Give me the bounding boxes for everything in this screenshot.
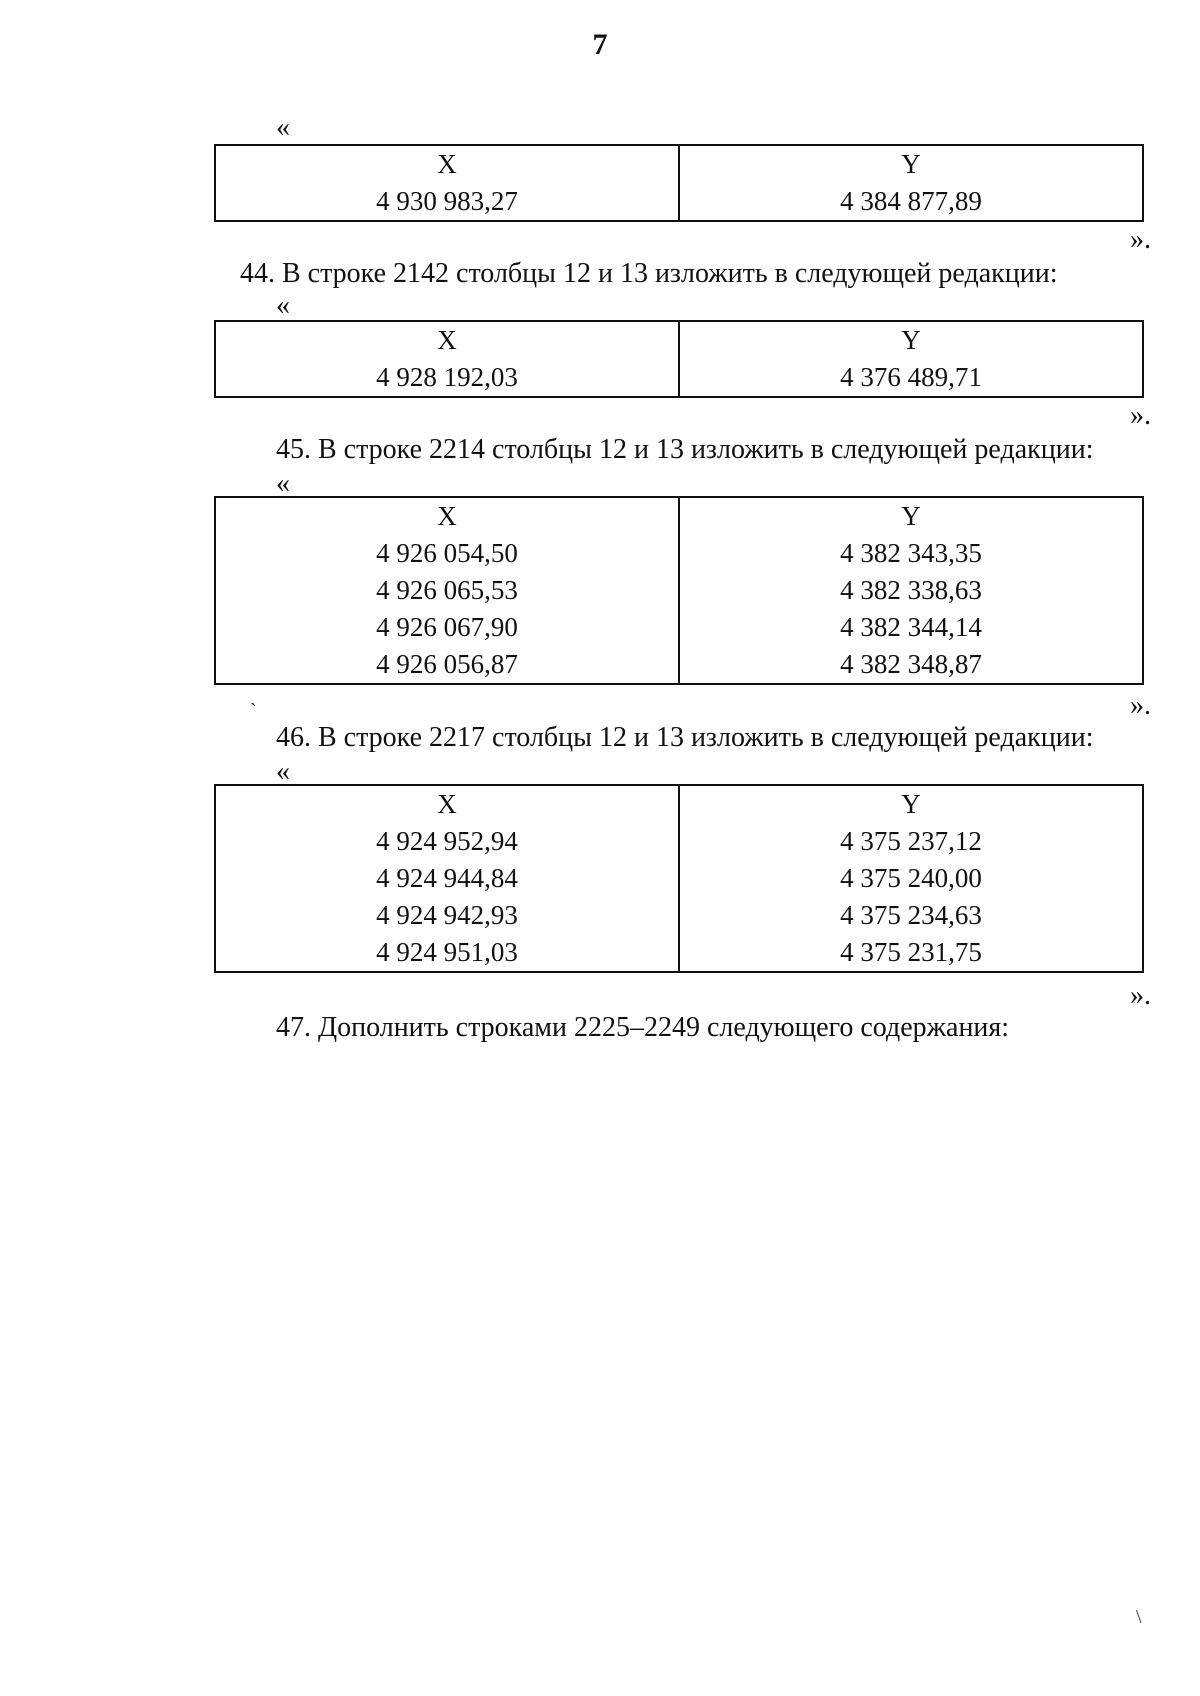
cell-y: 4 384 877,89 [679, 183, 1143, 221]
cell-x: 4 924 951,03 [215, 934, 679, 972]
closing-quote: ». [1130, 400, 1151, 431]
column-header-x: X [215, 321, 679, 359]
cell-x: 4 924 944,84 [215, 860, 679, 897]
table-row [215, 609, 1143, 646]
cell-y: 4 375 237,12 [679, 823, 1143, 860]
cell-x: 4 924 952,94 [215, 823, 679, 860]
table-row [215, 860, 1143, 897]
column-header-x: X [215, 785, 679, 823]
column-header-x: X [215, 497, 679, 535]
instruction-45: 45. В строке 2214 столбцы 12 и 13 изложить в следующей редакции: [276, 434, 1094, 465]
table-row [215, 897, 1143, 934]
column-header-y: Y [679, 785, 1143, 823]
cell-y: 4 375 234,63 [679, 897, 1143, 934]
cell-x: 4 928 192,03 [215, 359, 679, 397]
cell-x: 4 926 056,87 [215, 646, 679, 684]
coordinates-table [214, 144, 1144, 222]
cell-y: 4 375 231,75 [679, 934, 1143, 972]
opening-quote: « [276, 290, 290, 321]
cell-x: 4 926 054,50 [215, 535, 679, 572]
column-header-y: Y [679, 497, 1143, 535]
closing-quote: ». [1130, 224, 1151, 255]
cell-y: 4 382 338,63 [679, 572, 1143, 609]
opening-quote: « [276, 112, 290, 143]
table-row [215, 823, 1143, 860]
cell-y: 4 382 343,35 [679, 535, 1143, 572]
column-header-y: Y [679, 145, 1143, 183]
table-row [215, 646, 1143, 684]
cell-y: 4 375 240,00 [679, 860, 1143, 897]
table-header-row [215, 145, 1143, 183]
instruction-46: 46. В строке 2217 столбцы 12 и 13 изложить в следующей редакции: [276, 722, 1094, 753]
table-header-row [215, 321, 1143, 359]
table-row [215, 535, 1143, 572]
cell-x: 4 926 065,53 [215, 572, 679, 609]
closing-quote: ». [1130, 980, 1151, 1011]
column-header-x: X [215, 145, 679, 183]
table-row [215, 934, 1143, 972]
cell-x: 4 930 983,27 [215, 183, 679, 221]
opening-quote: « [276, 468, 290, 499]
table-row [215, 572, 1143, 609]
coordinates-table [214, 496, 1144, 685]
cell-y: 4 382 348,87 [679, 646, 1143, 684]
page-number: 7 [592, 28, 608, 61]
scan-artifact-mark: \ [1136, 1606, 1142, 1628]
coordinates-table [214, 784, 1144, 973]
opening-quote: « [276, 756, 290, 787]
closing-quote: ». [1130, 690, 1151, 721]
cell-x: 4 924 942,93 [215, 897, 679, 934]
table-header-row [215, 785, 1143, 823]
instruction-47: 47. Дополнить строками 2225–2249 следующего содержания: [276, 1012, 1010, 1043]
table-row [215, 359, 1143, 397]
column-header-y: Y [679, 321, 1143, 359]
cell-x: 4 926 067,90 [215, 609, 679, 646]
instruction-44: 44. В строке 2142 столбцы 12 и 13 изложить в следующей редакции: [240, 258, 1058, 289]
table-row [215, 183, 1143, 221]
cell-y: 4 382 344,14 [679, 609, 1143, 646]
coordinates-table [214, 320, 1144, 398]
scan-artifact-mark: ` [250, 700, 257, 722]
table-header-row [215, 497, 1143, 535]
cell-y: 4 376 489,71 [679, 359, 1143, 397]
